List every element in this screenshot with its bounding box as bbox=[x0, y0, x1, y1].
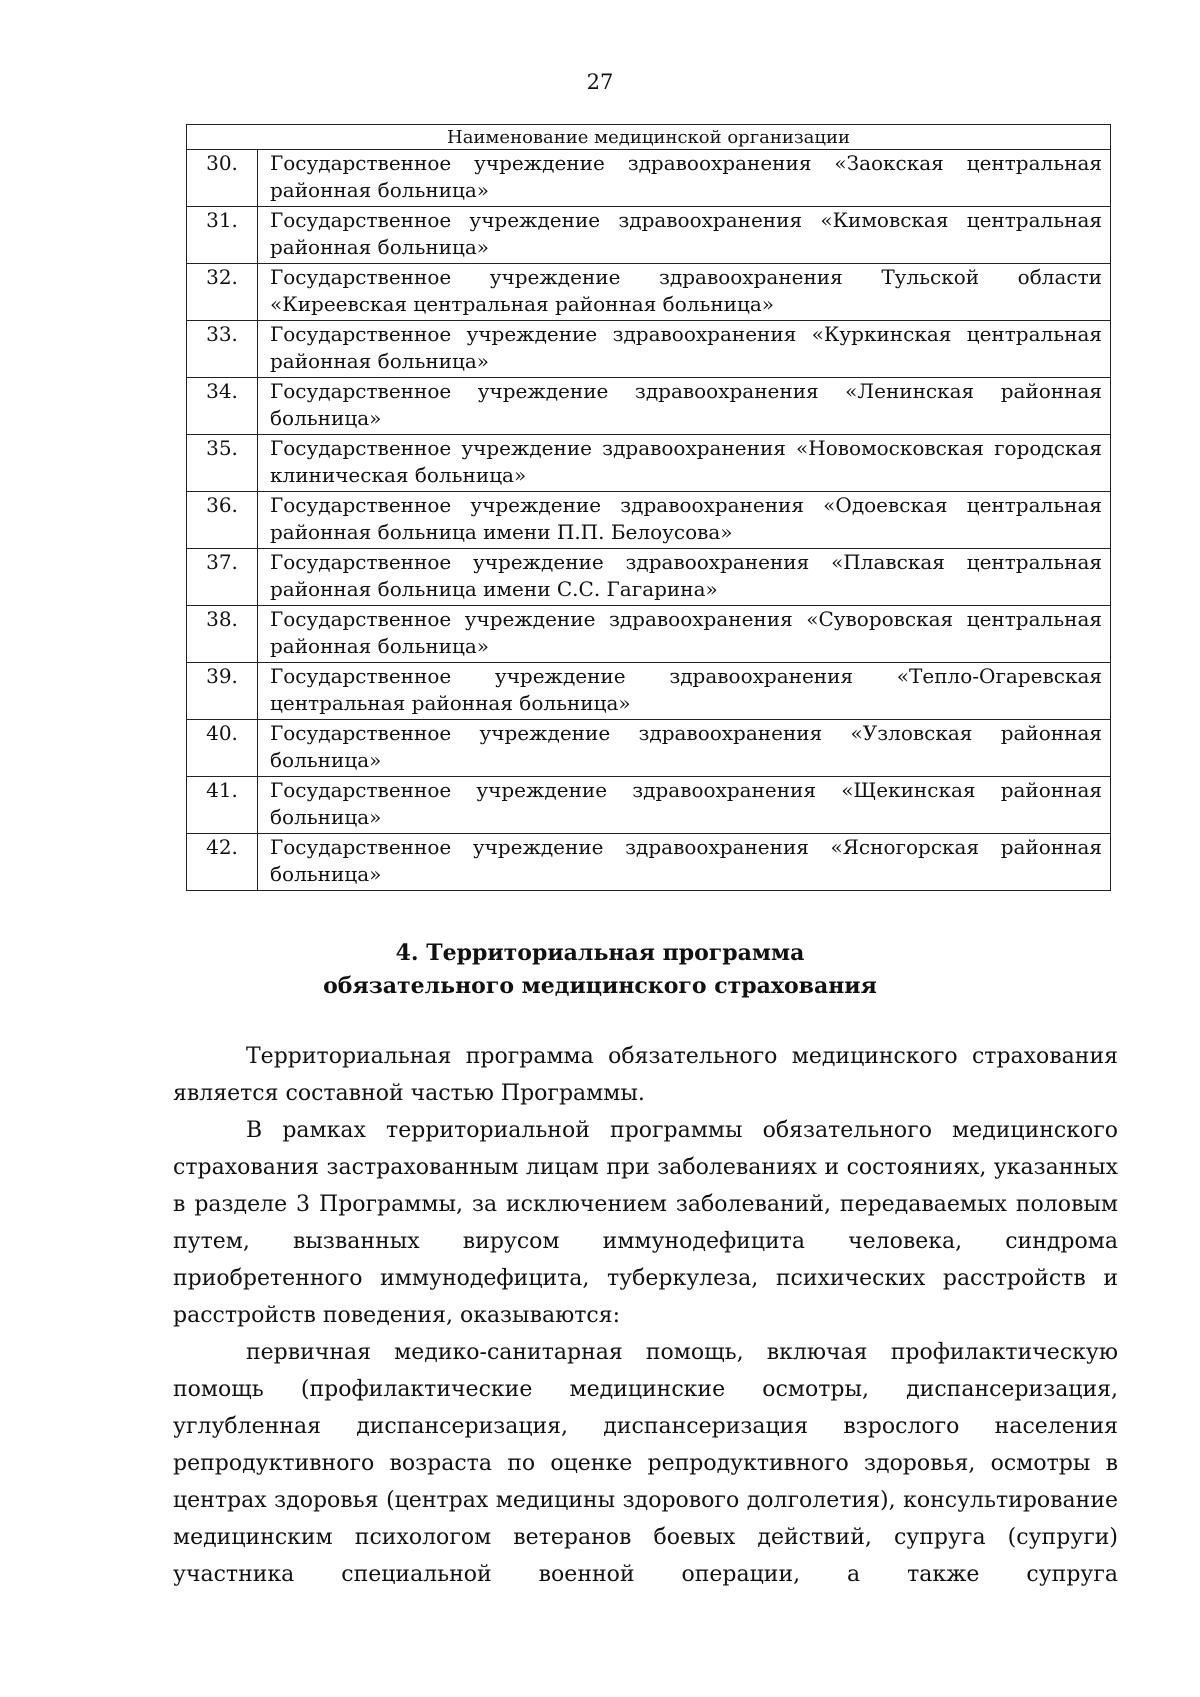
row-number: 33. bbox=[187, 321, 258, 378]
row-number: 42. bbox=[187, 834, 258, 891]
row-number: 40. bbox=[187, 720, 258, 777]
table-row bbox=[187, 207, 1111, 264]
section-title-line2: обязательного медицинского страхования bbox=[323, 973, 877, 999]
row-number: 38. bbox=[187, 606, 258, 663]
organization-name: Государственное учреждение здравоохранения «Ясногорская районная больница» bbox=[258, 834, 1111, 891]
table-row bbox=[187, 549, 1111, 606]
organization-name: Государственное учреждение здравоохранения «Щекинская районная больница» bbox=[258, 777, 1111, 834]
organization-name: Государственное учреждение здравоохранения «Новомосковская городская клиническая больница» bbox=[258, 435, 1111, 492]
paragraph-3: первичная медико-санитарная помощь, включая профилактическую помощь (профилактические медицинские осмотры, диспансеризация, углубленная диспансеризация, диспансеризация взрослого населения репродуктивного возраста по оценке репродуктивного здоровья, осмотры в центрах здоровья (центрах медицины здорового долголетия), консультирование медицинским психологом ветеранов боевых действий, супруга (супруги) участника специальной военной операции, а также супруга bbox=[173, 1340, 1118, 1587]
organization-name: Государственное учреждение здравоохранения «Плавская центральная районная больница имени С.С. Гагарина» bbox=[258, 549, 1111, 606]
table-row bbox=[187, 150, 1111, 207]
table-row bbox=[187, 720, 1111, 777]
table-row bbox=[187, 834, 1111, 891]
table-row bbox=[187, 777, 1111, 834]
organization-name: Государственное учреждение здравоохранения «Ленинская районная больница» bbox=[258, 378, 1111, 435]
row-number: 32. bbox=[187, 264, 258, 321]
row-number: 36. bbox=[187, 492, 258, 549]
row-number: 30. bbox=[187, 150, 258, 207]
paragraph-2: В рамках территориальной программы обязательного медицинского страхования застрахованным лицам при заболеваниях и состояниях, указанных в разделе 3 Программы, за исключением заболеваний, передаваемых половым путем, вызванных вирусом иммунодефицита человека, синдрома приобретенного иммунодефицита, туберкулеза, психических расстройств и расстройств поведения, оказываются: bbox=[173, 1118, 1118, 1328]
table-body bbox=[187, 150, 1111, 891]
row-number: 37. bbox=[187, 549, 258, 606]
table-row bbox=[187, 663, 1111, 720]
row-number: 39. bbox=[187, 663, 258, 720]
organization-name: Государственное учреждение здравоохранения «Куркинская центральная районная больница» bbox=[258, 321, 1111, 378]
row-number: 31. bbox=[187, 207, 258, 264]
medical-organizations-table bbox=[186, 124, 1111, 891]
section-heading bbox=[0, 937, 1200, 1003]
organization-name: Государственное учреждение здравоохранения Тульской области «Киреевская центральная районная больница» bbox=[258, 264, 1111, 321]
organization-name: Государственное учреждение здравоохранения «Тепло-Огаревская центральная районная больница» bbox=[258, 663, 1111, 720]
table-row bbox=[187, 264, 1111, 321]
table-row bbox=[187, 435, 1111, 492]
table-row bbox=[187, 378, 1111, 435]
organization-name: Государственное учреждение здравоохранения «Суворовская центральная районная больница» bbox=[258, 606, 1111, 663]
organization-name: Государственное учреждение здравоохранения «Кимовская центральная районная больница» bbox=[258, 207, 1111, 264]
row-number: 41. bbox=[187, 777, 258, 834]
organization-name: Государственное учреждение здравоохранения «Заокская центральная районная больница» bbox=[258, 150, 1111, 207]
table-row bbox=[187, 321, 1111, 378]
paragraph-1: Территориальная программа обязательного медицинского страхования является составной частью Программы. bbox=[173, 1044, 1118, 1106]
row-number: 35. bbox=[187, 435, 258, 492]
table-row bbox=[187, 606, 1111, 663]
organization-name: Государственное учреждение здравоохранения «Одоевская центральная районная больница имени П.П. Белоусова» bbox=[258, 492, 1111, 549]
table-header: Наименование медицинской организации bbox=[187, 125, 1111, 150]
table-row bbox=[187, 492, 1111, 549]
organization-name: Государственное учреждение здравоохранения «Узловская районная больница» bbox=[258, 720, 1111, 777]
section-title-line1: 4. Территориальная программа bbox=[395, 940, 805, 966]
page-number: 27 bbox=[586, 70, 614, 94]
row-number: 34. bbox=[187, 378, 258, 435]
body-text bbox=[173, 1038, 1118, 1593]
